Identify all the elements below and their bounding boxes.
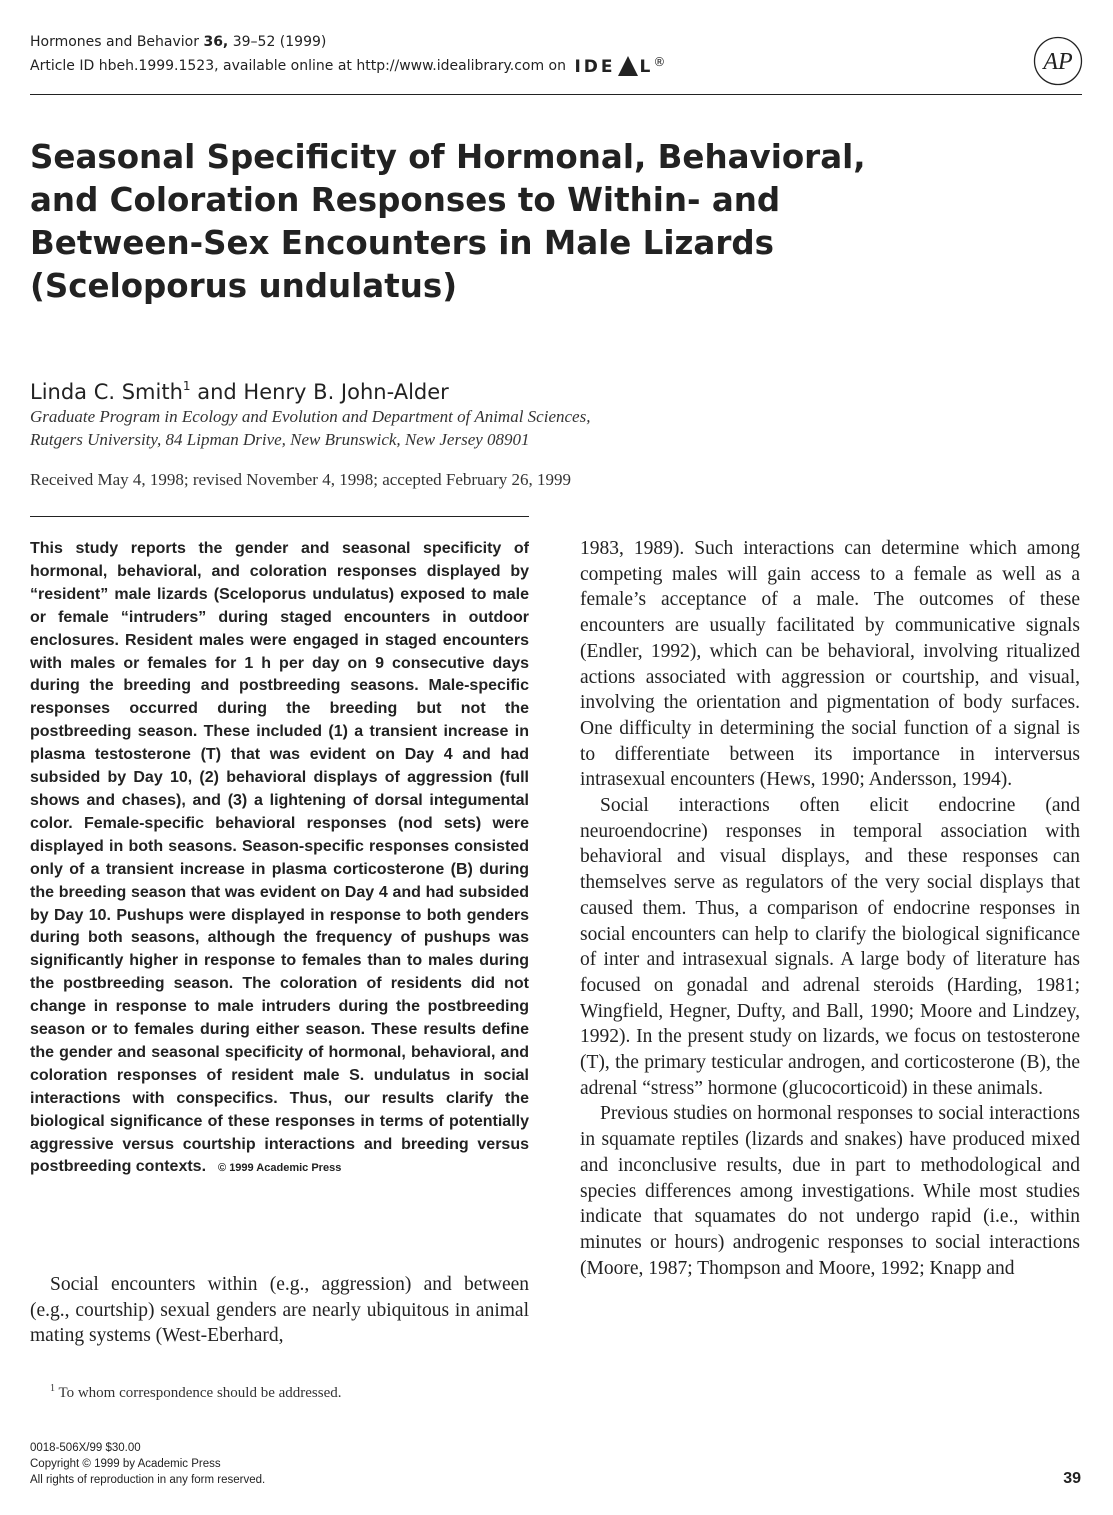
author-line [30, 372, 449, 406]
paragraph-2: Social interactions often elicit endocrine (and neuroendocrine) responses in temporal association with behavioral and visual displays, and these responses can themselves serve as regulators of the very social displays that caused them. Thus, a comparison of endocrine responses in social encounters can help to clarify the biological significance of inter and intrasexual signals. A large body of literature has focused on gonadal and adrenal steroids (Harding, 1981; Wingfield, Hegner, Dufty, and Ball, 1990; Moore and Lindzey, 1992). In the present study on lizards, we focus on testosterone (T), the primary testicular androgen, and corticosterone (B), the adrenal “stress” hormone (glucocorticoid) in these animals. [580, 795, 1080, 1099]
author-rest: and Henry B. John-Alder [190, 380, 449, 404]
paragraph-3: Previous studies on hormonal responses to social interactions in squamate reptiles (lizards and snakes) have produced mixed and inconclusive results, due in part to methodological and species differences among investigations. While most studies indicate that squamates do not undergo rapid (i.e., within minutes or hours) androgenic responses to social interactions (Moore, 1987; Thompson and Moore, 1992; Knapp and [580, 1103, 1080, 1279]
author-first: Linda C. Smith [30, 380, 183, 404]
journal-pages-year: 39–52 (1999) [232, 34, 327, 50]
received-dates: Received May 4, 1998; revised November 4, 1998; accepted February 26, 1999 [30, 470, 572, 489]
article-id-text: Article ID hbeh.1999.1523, available online at http://www.idealibrary.com on [30, 58, 566, 74]
author-footnote-mark: 1 [182, 379, 191, 393]
issn-price: 0018-506X/99 $30.00 [30, 1442, 141, 1454]
page-number: 39 [1063, 1470, 1081, 1487]
affiliation-line-1: Graduate Program in Ecology and Evolution and Department of Animal Sciences, [30, 407, 591, 426]
ideal-logo-triangle-icon [618, 56, 638, 76]
footnote [50, 1379, 342, 1403]
affiliation [30, 405, 590, 451]
article-id-line [30, 52, 665, 77]
publisher-footer [30, 1440, 265, 1488]
journal-volume: 36, [203, 34, 229, 50]
academic-press-logo-icon [1033, 36, 1083, 86]
abstract-text: This study reports the gender and seasonal specificity of hormonal, behavioral, and coloration responses displayed by “resident” male lizards (Sceloporus undulatus) exposed to male or female “intruders” during staged encounters in outdoor enclosures. Resident males were engaged in staged encounters with males or females for 1 h per day on 9 consecutive days during the breeding and postbreeding seasons. Male-specific responses occurred during the breeding but not the postbreeding season. These included (1) a transient increase in plasma testosterone (T) that was evident on Day 4 and had subsided by Day 10, (2) behavioral displays of aggression (full shows and chases), and (3) a lightening of dorsal integumental color. Female-specific behavioral responses (nod sets) were displayed in both seasons. Season-specific responses consisted only of a transient increase in plasma corticosterone (B) during the breeding season that was evident on Day 4 and had subsided by Day 10. Pushups were displayed in response to both genders during both seasons, although the frequency of pushups was significantly higher in response to females than to males during the postbreeding season. The coloration of residents did not change in response to male intruders during the postbreeding season or to females during either season. These results define the gender and seasonal specificity of hormonal, behavioral, and coloration responses of resident male S. undulatus in social interactions with conspecifics. Thus, our results clarify the biological significance of these responses in terms of potentially aggressive versus courtship interactions and breeding versus postbreeding contexts. [30, 540, 529, 1176]
article-title: Seasonal Specificity of Hormonal, Behavioral, and Coloration Responses to Within- and Between-Sex Encounters in Male Lizards (Sceloporus undulatus) [30, 138, 866, 305]
ideal-logo: IDE L® [574, 55, 666, 77]
footnote-text: To whom correspondence should be addressed. [55, 1385, 342, 1401]
abstract [30, 538, 529, 1180]
abstract-rule [30, 516, 529, 517]
body-text-left: Social encounters within (e.g., aggression) and between (e.g., courtship) sexual genders are nearly ubiquitous in animal mating systems (West-Eberhard, [30, 1274, 529, 1347]
journal-name: Hormones and Behavior [30, 34, 199, 50]
abstract-copyright: © 1999 Academic Press [218, 1162, 342, 1175]
rights-reserved: All rights of reproduction in any form reserved. [30, 1474, 266, 1486]
svg-text:AP: AP [1043, 49, 1073, 75]
body-text-right [580, 536, 1080, 1281]
header-rule [30, 94, 1082, 95]
journal-citation [30, 32, 665, 52]
running-header [30, 32, 665, 77]
footer-copyright: Copyright © 1999 by Academic Press [30, 1458, 221, 1470]
footnote-mark: 1 [50, 1383, 55, 1394]
paragraph-1: 1983, 1989). Such interactions can determine which among competing males will gain access to a female as well as a female’s acceptance of a male. The outcomes of these encounters are usually facilitated by communicative signals (Endler, 1992), which can be behavioral, involving ritualized actions associated with aggression or courtship, and visual, involving the orientation and pigmentation of body surfaces. One difficulty in determining the social function of a signal is to differentiate between its importance in interversus intrasexual encounters (Hews, 1990; Andersson, 1994). [580, 538, 1080, 791]
affiliation-line-2: Rutgers University, 84 Lipman Drive, New Brunswick, New Jersey 08901 [30, 430, 530, 449]
